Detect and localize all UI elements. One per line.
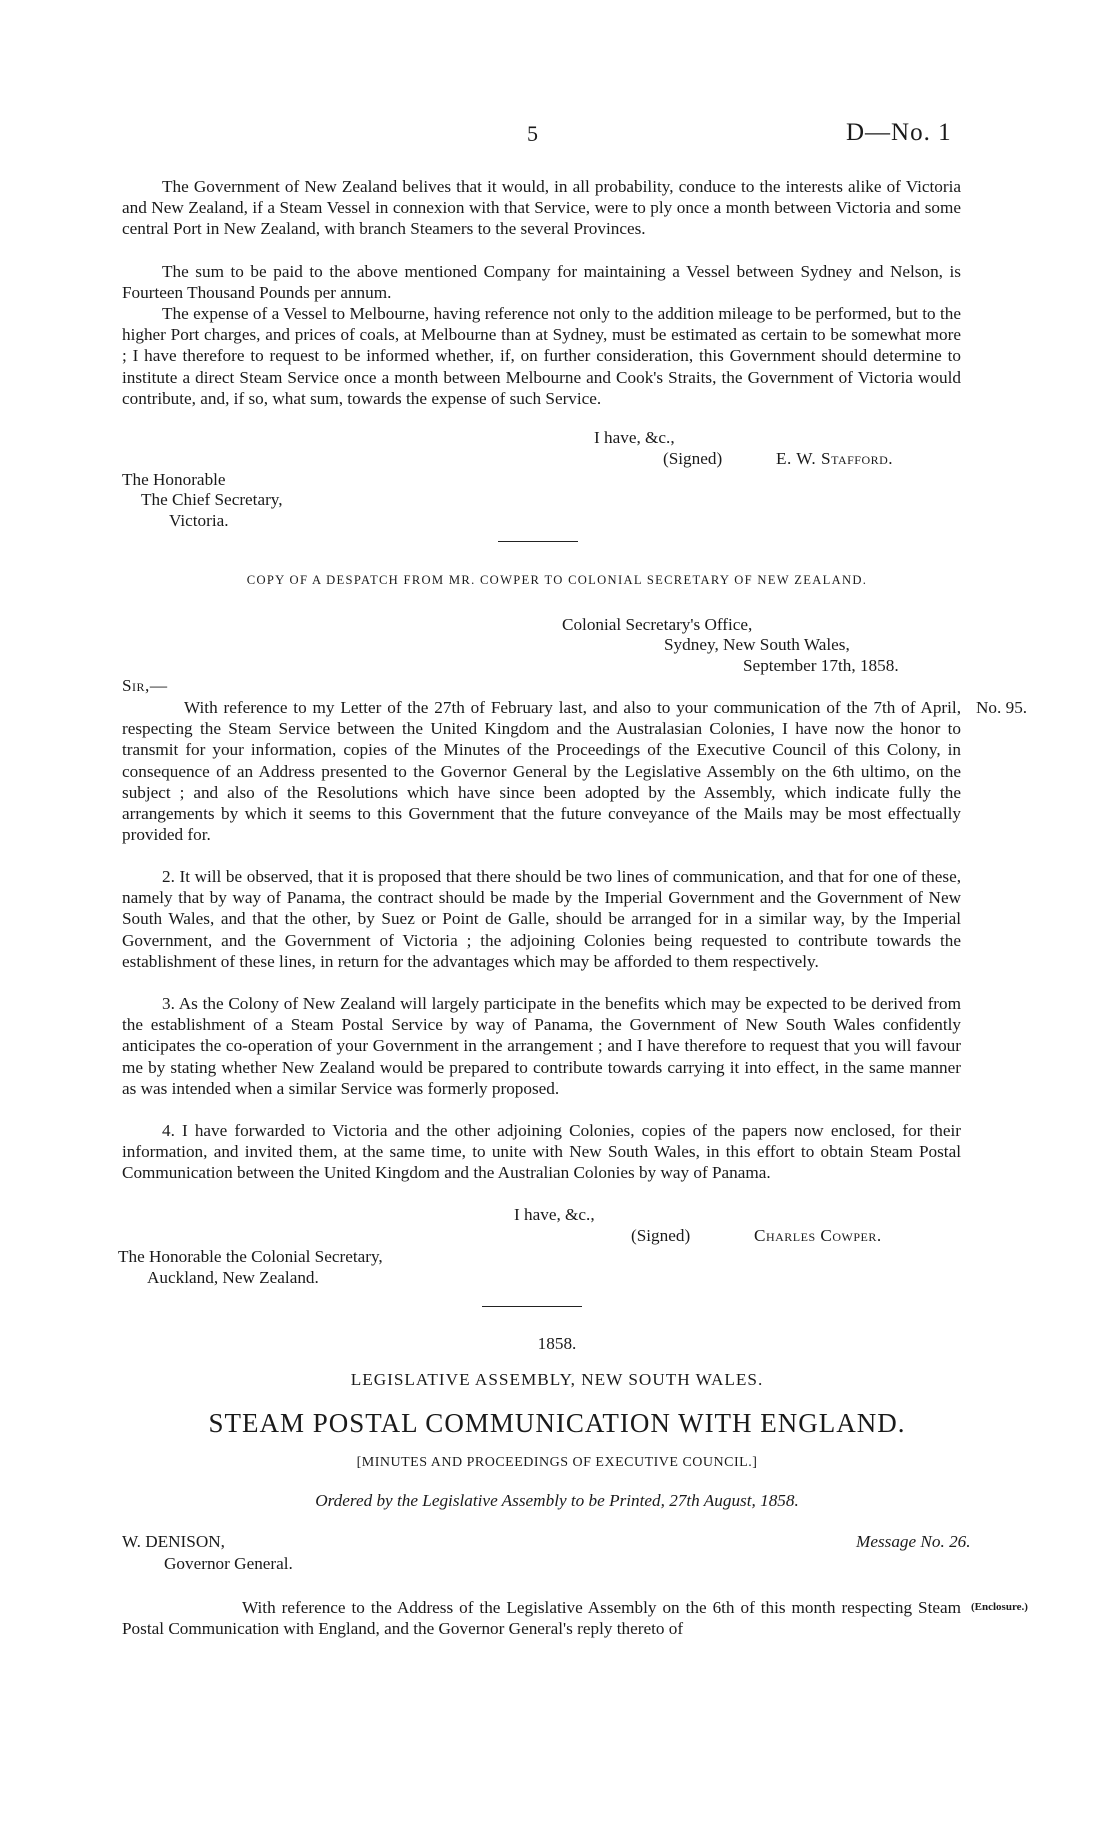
despatch-origin-line-1: Colonial Secretary's Office, — [562, 615, 753, 634]
despatch-paragraph-1: With reference to my Letter of the 27th of February last, and also to your communication of the 7th of April, respecting the Steam Service between the United Kingdom and the Australasian Colonies, I have now the honor to transmit for your information, copies of the Minutes of the Proceedings of the Executive Council of this Colony, in consequence of an Address presented to the Governor General by the Legislative Assembly on the 6th ultimo, on the subject ; and also of the Resolutions which have since been adopted by the Assembly, which indicate fully the arrangements by which it seems to this Government that the future conveyance of the Mails may be most effectually provided for. — [122, 698, 961, 845]
governor-name: W. DENISON, — [122, 1532, 225, 1551]
despatch-closing: I have, &c., — [514, 1205, 595, 1224]
letter1-address-line-1: The Honorable — [122, 470, 226, 489]
despatch-address-line-2: Auckland, New Zealand. — [147, 1268, 319, 1287]
letter1-signed: (Signed) — [663, 449, 723, 468]
despatch-paragraph-2: 2. It will be observed, that it is proposed that there should be two lines of communication, and that for one of these, namely that by way of Panama, the contract should be made by the Imperial Government and the Government of New South Wales, and that the other, by Suez or Point de Galle, should be arranged for in a similar way, by the Imperial Government, and the Government of Victoria ; the adjoining Colonies being requested to contribute towards the establishment of these lines, in return for the advantages which may be afforded to them respectively. — [122, 867, 961, 971]
page-number: 5 — [527, 121, 538, 146]
despatch-address-line-1: The Honorable the Colonial Secretary, — [118, 1247, 383, 1266]
letter1-address-line-3: Victoria. — [169, 511, 229, 530]
despatch-origin-line-3: September 17th, 1858. — [743, 656, 899, 675]
section-divider-1 — [498, 541, 578, 542]
minutes-ordered: Ordered by the Legislative Assembly to be Printed, 27th August, 1858. — [315, 1491, 799, 1510]
letter1-closing: I have, &c., — [594, 428, 675, 447]
despatch-paragraph-3: 3. As the Colony of New Zealand will largely participate in the benefits which may be expected to be derived from the establishment of a Steam Postal Service by way of Panama, the Government of New South Wales confidently anticipates the co-operation of your Government in the arrangement ; and I have therefore to request that you will favour me by stating whether New Zealand would be prepared to contribute towards carrying it into effect, in the same manner as was intended when a similar Service was formerly proposed. — [122, 994, 961, 1098]
message-number: Message No. 26. — [856, 1532, 971, 1551]
despatch-paragraph-4: 4. I have forwarded to Victoria and the other adjoining Colonies, copies of the papers now enclosed, for their information, and invited them, at the same time, to unite with New South Wales, in this effort to obtain Steam Postal Communication between the United Kingdom and the Australian Colonies by way of Panama. — [122, 1121, 961, 1183]
minutes-paragraph: With reference to the Address of the Legislative Assembly on the 6th of this month respecting Steam Postal Communication with England, and the Governor General's reply thereto of — [122, 1598, 961, 1639]
minutes-title: STEAM POSTAL COMMUNICATION WITH ENGLAND. — [208, 1408, 906, 1438]
document-reference: D—No. 1 — [846, 119, 952, 146]
despatch-margin-note: No. 95. — [976, 698, 1028, 717]
despatch-signed: (Signed) — [631, 1226, 691, 1245]
letter1-paragraph-2: The sum to be paid to the above mentioned Company for maintaining a Vessel between Sydney and Nelson, is Fourteen Thousand Pounds per annum. — [122, 262, 961, 303]
governor-title: Governor General. — [164, 1554, 293, 1573]
despatch-heading: COPY OF A DESPATCH FROM MR. COWPER TO COLONIAL SECRETARY OF NEW ZEALAND. — [246, 573, 868, 587]
letter1-address-line-2: The Chief Secretary, — [141, 490, 283, 509]
minutes-year: 1858. — [537, 1334, 577, 1353]
letter1-paragraph-1: The Government of New Zealand belives that it would, in all probability, conduce to the interests alike of Victoria and New Zealand, if a Steam Vessel in connexion with that Service, were to ply once a month between Victoria and some central Port in New Zealand, with branch Steamers to the several Provinces. — [122, 177, 961, 239]
despatch-salutation: Sir,— — [122, 676, 168, 695]
minutes-subtitle: [MINUTES AND PROCEEDINGS OF EXECUTIVE COUNCIL.] — [356, 1455, 758, 1470]
minutes-margin-note: (Enclosure.) — [971, 1601, 1028, 1613]
minutes-assembly: LEGISLATIVE ASSEMBLY, NEW SOUTH WALES. — [350, 1370, 764, 1389]
despatch-origin-line-2: Sydney, New South Wales, — [664, 635, 850, 654]
letter1-paragraph-3: The expense of a Vessel to Melbourne, having reference not only to the addition mileage to be performed, but to the higher Port charges, and prices of coals, at Melbourne than at Sydney, must be estimated as certain to be somewhat more ; I have therefore to request to be informed whether, if, on further consideration, this Government should determine to institute a direct Steam Service once a month between Melbourne and Cook's Straits, the Government of Victoria would contribute, and, if so, what sum, towards the expense of such Service. — [122, 304, 961, 408]
despatch-signatory: Charles Cowper. — [754, 1226, 882, 1245]
section-divider-2 — [482, 1306, 582, 1307]
letter1-signatory: E. W. Stafford. — [776, 449, 894, 468]
